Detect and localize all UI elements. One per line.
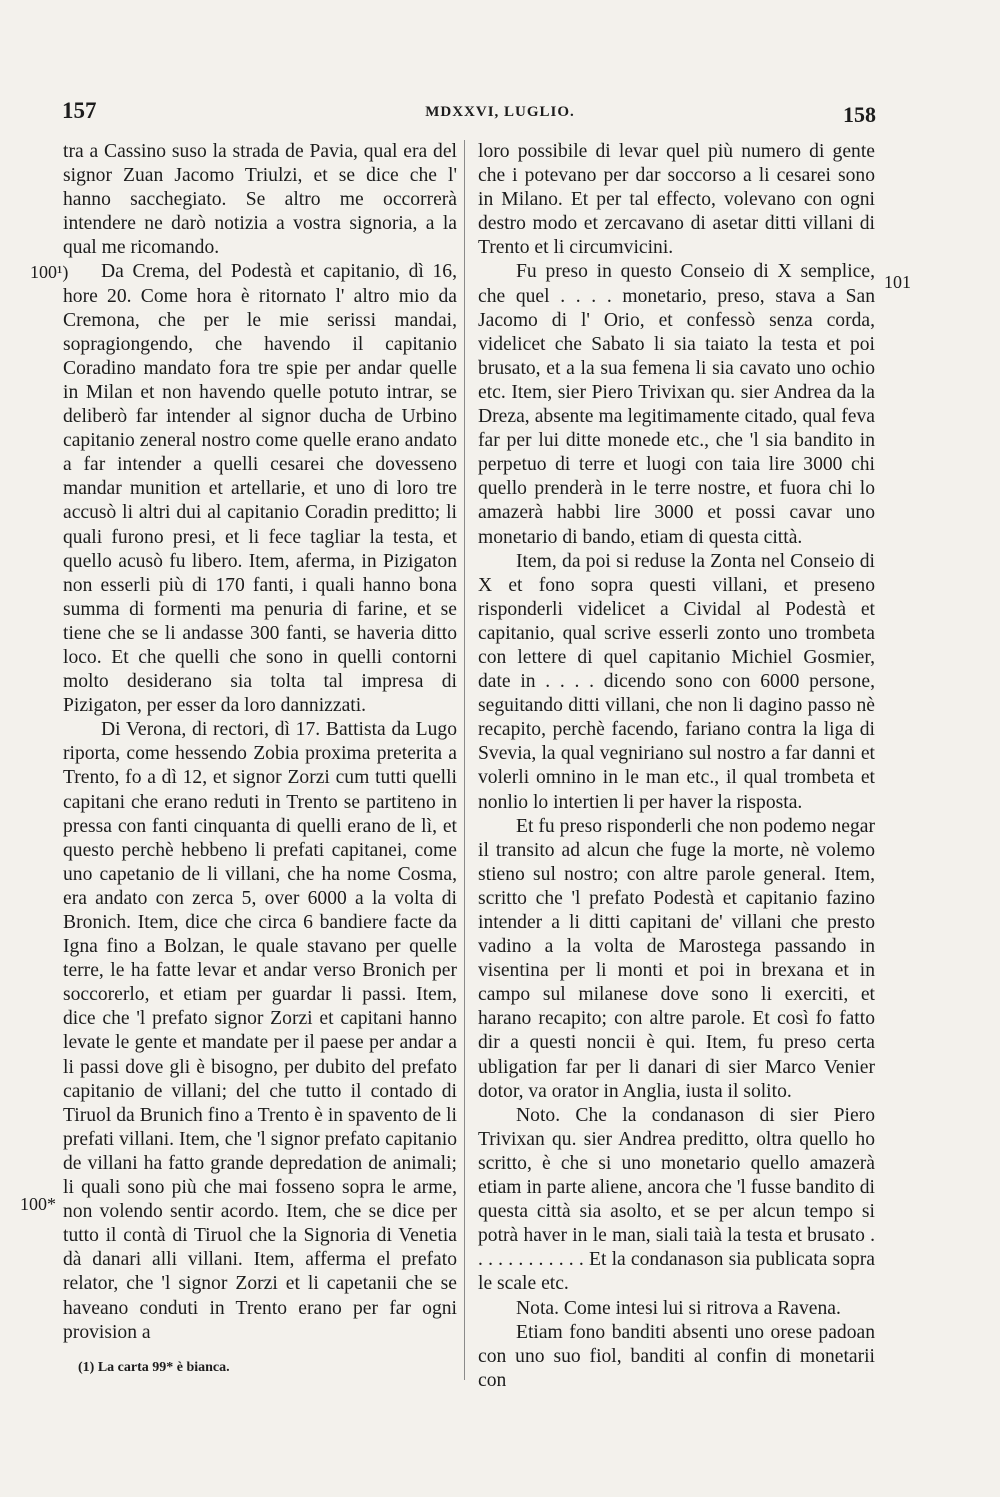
paragraph: Fu preso in questo Conseio di X semplice, che quel . . . . monetario, preso, stava a San Jacomo di l' Orio, et confessò senza corda, videlicet che Sabato li sia taiato la testa et poi brusato, et a la sua femena li sia cavato uno ochio etc. Item, sier Piero Trivixan qu. sier Andrea da la Dreza, absente ma legitimamente citado, qual feva far per lui ditte monede etc., che 'l sia bandito in perpetuo di terre et luogi con taia lire 3000 chi quello prenderà in le terre nostre, et fuora chi lo amazerà habbi lire 3000 et possi cavar uno monetario di bando, etiam di questa città. [478,261,875,548]
column-divider [464,140,465,1380]
margin-note-right-1: 101 [884,272,911,292]
paragraph: tra a Cassino suso la strada de Pavia, qual era del signor Zuan Jacomo Triulzi, et se dice che l' hanno sacchegiato. Se altro me occorrerà intendere ne darò notizia a vostra signoria, a la qual me ricomando. [63,141,457,259]
right-page-number: 158 [843,102,876,127]
paragraph: Noto. Che la condanason di sier Piero Trivixan qu. sier Andrea preditto, oltra quello ho scritto, è che si uno monetario quello amazerà etiam in parte aliene, ancora che 'l fusse bandito di questa città sia asolto, et se per alcun tempo si potrà haver in le man, siali taià la testa et brusato . . . . . . . . . . . . Et la condanason sia publicata sopra le scale etc. [478,1104,875,1295]
left-column [63,140,457,1345]
margin-note-left-2: 100* [20,1194,56,1214]
paragraph: Et fu preso risponderli che non podemo negar il transito ad alcun che fuge la morte, nè volemo stieno sul nostro; con altre parole general. Item, scritto che 'l prefato Podestà et capitanio fazino intender a li ditti capitani de' villani che presto vadino a la volta de Marostega passando in visentina per li monti et poi in brexana et in campo sul milanese dove sono li exerciti, et harano recapito; con altre parole. Et così fo fatto dir a questi noncii è qui. Item, fu preso certa ubligation far per li danari di sier Marco Venier dotor, va orator in Anglia, iusta il solito. [478,815,875,1102]
paragraph: Di Verona, di rectori, dì 17. Battista da Lugo riporta, come hessendo Zobia proxima preterita a Trento, fo a dì 12, et signor Zorzi cum tutti quelli capitani che erano reduti in Trento se partiteno in pressa con fanti cinquanta di quelli erano de lì, et questo perchè hebbeno li prefati capitanei, come uno capetanio de li villani, che ha nome Cosma, era andato con zerca 5, over 6000 a la volta di Bronich. Item, dice che circa 6 bandiere facte da Igna fino a Bolzan, le quale stavano per quelle terre, le ha fatte levar et andar verso Bronich per soccorerlo, et etiam per guardar li passi. Item, dice che 'l prefato signor Zorzi et capitani hanno levate le gente et mandate per il paese per andar a li passi dove gli è bisogno, per dubito del prefato capitanio de villani; del che tutto il contado di Tiruol da Brunich fino a Trento è in spavento de li prefati villani. Item, che 'l signor prefato capitanio de villani ha fatto grande depredation de animali; li quali sono più che mai fosseno sopra le arme, non volendo sentir acordo. Item, che se dice per tutto il contà di Tiruol che la Signoria di Venetia dà danari alli villani. Item, afferma el prefato relator, che 'l signor Zorzi et li capetanii che se haveano conduti in Trento erano per far ogni provision a [63,719,457,1343]
paragraph: Etiam fono banditi absenti uno orese padoan con uno suo fiol, banditi al confin di monetarii con [478,1321,875,1391]
footnote: (1) La carta 99* è bianca. [78,1360,230,1375]
running-head: MDXXVI, LUGLIO. [425,104,575,120]
paragraph: loro possibile di levar quel più numero di gente che i potevano per dar soccorso a li cesarei sono in Milano. Et per tal effecto, volevano con ogni destro modo et zercavano di asetar ditti villani di Trento et li circumvicini. [478,141,875,259]
paragraph: Item, da poi si reduse la Zonta nel Conseio di X et fono sopra questi villani, et preseno risponderli videlicet a Cividal al Podestà et capitanio, qual scrive esserli zonto uno trombeta con lettere di quel capitanio Michiel Gosmier, date in . . . . dicendo sono con 6000 persone, seguitando ditti villani, che non li dagino passo nè recapito, perchè facendo, fariano contra la liga di Svevia, la qual vegniriano sul nostro a far danni et volerli omnino in le man etc., il qual trombeta et nonlio lo intertien li per haver la risposta. [478,550,875,813]
left-page-number: 157 [62,98,97,123]
paragraph: Da Crema, del Podestà et capitanio, dì 16, hore 20. Come hora è ritornato l' altro mio da Cremona, che per le mie serissi mandai, sopragiongendo, che havendo il capitanio Coradino mandato fora tre spie per andar quelle in Milan et non havendo quelle potuto intrar, se deliberò far intender al signor ducha de Urbino capitanio zeneral nostro come quelle erano andato a far intender a quelli cesarei che dovesseno mandar munition et artellarie, et uno di loro tre accusò li altri dui al capitanio Coradin preditto; li quali furono presi, et li fece tagliar la testa, et quello acusò fu libero. Item, aferma, in Pizigaton non esserli più di 170 fanti, i quali hanno bona summa di formenti ma penuria di farine, et se tiene che se li andasse 300 fanti, se haveria ditto loco. Et che quelli che sono in quelli contorni molto desiderano sia tolta tal impresa di Pizigaton, per esser da loro dannizzati. [63,261,457,717]
page-header [0,98,1000,128]
margin-note-left-1: 100¹) [30,262,69,282]
paragraph: Nota. Come intesi lui si ritrova a Ravena. [516,1297,841,1319]
right-column [478,140,875,1393]
